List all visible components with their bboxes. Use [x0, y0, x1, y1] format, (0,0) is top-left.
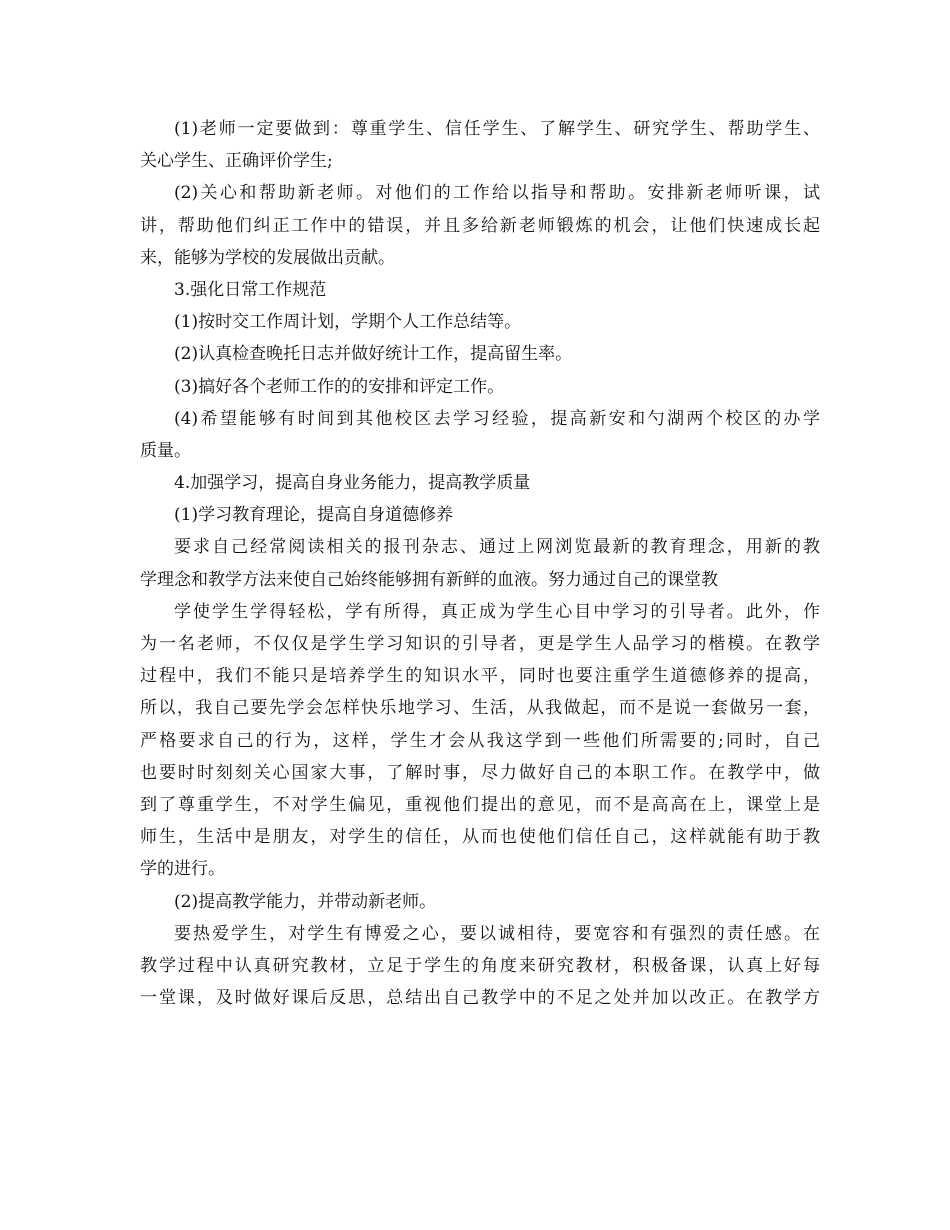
- text-line: 严格要求自己的行为，这样，学生才会从我这学到一些他们所需要的;同时，自己: [140, 730, 820, 751]
- subsection-heading: (1)学习教育理论，提高自身道德修养: [174, 505, 454, 526]
- text-line: 为一名老师，不仅仅是学生学习知识的引导者，更是学生人品学习的楷模。在教学: [140, 634, 820, 654]
- text-line: 到了尊重学生，不对学生偏见，重视他们提出的意见，而不是高高在上，课堂上是: [140, 794, 820, 815]
- text-line: (3)搞好各个老师工作的的安排和评定工作。: [174, 376, 505, 397]
- text-line: 教学过程中认真研究教材，立足于学生的角度来研究教材，积极备课，认真上好每: [140, 955, 820, 976]
- text-line: (2)关心和帮助新老师。对他们的工作给以指导和帮助。安排新老师听课，试: [174, 183, 820, 204]
- text-line: 所以，我自己要先学会怎样快乐地学习、生活，从我做起，而不是说一套做另一套，: [140, 698, 820, 719]
- text-line: (4)希望能够有时间到其他校区去学习经验，提高新安和勺湖两个校区的办学: [174, 408, 820, 429]
- text-line: 学理念和教学方法来使自己始终能够拥有新鲜的血液。努力通过自己的课堂教: [140, 569, 718, 590]
- document-body: [140, 113, 820, 1014]
- text-line: 来，能够为学校的发展做出贡献。: [140, 247, 395, 268]
- text-line: (2)认真检查晚托日志并做好统计工作，提高留生率。: [174, 344, 573, 365]
- text-line: 关心学生、正确评价学生;: [140, 151, 333, 172]
- text-line: 质量。: [140, 440, 191, 461]
- text-line: 要热爱学生，对学生有博爱之心，要以诚相待，要宽容和有强烈的责任感。在: [174, 923, 820, 944]
- section-heading: 3.强化日常工作规范: [174, 279, 327, 300]
- text-line: 过程中，我们不能只是培养学生的知识水平，同时也要注重学生道德修养的提高，: [140, 666, 820, 687]
- text-line: 讲，帮助他们纠正工作中的错误，并且多给新老师锻炼的机会，让他们快速成长起: [140, 215, 820, 236]
- section-heading: 4.加强学习，提高自身业务能力，提高教学质量: [174, 473, 531, 494]
- text-line: 师生，生活中是朋友，对学生的信任，从而也使他们信任自己，这样就能有助于教: [140, 827, 820, 848]
- subsection-heading: (2)提高教学能力，并带动新老师。: [174, 891, 437, 912]
- text-line: (1)按时交工作周计划，学期个人工作总结等。: [174, 312, 522, 333]
- text-line: 学的进行。: [140, 859, 225, 880]
- text-line: 学使学生学得轻松，学有所得，真正成为学生心目中学习的引导者。此外，作: [174, 601, 820, 622]
- text-line: 也要时时刻刻关心国家大事，了解时事，尽力做好自己的本职工作。在教学中，做: [140, 762, 820, 783]
- text-line: 一堂课，及时做好课后反思，总结出自己教学中的不足之处并加以改正。在教学方: [140, 988, 820, 1009]
- text-line: (1)老师一定要做到：尊重学生、信任学生、了解学生、研究学生、帮助学生、: [174, 119, 820, 139]
- text-line: 要求自己经常阅读相关的报刊杂志、通过上网浏览最新的教育理念，用新的教: [174, 537, 820, 558]
